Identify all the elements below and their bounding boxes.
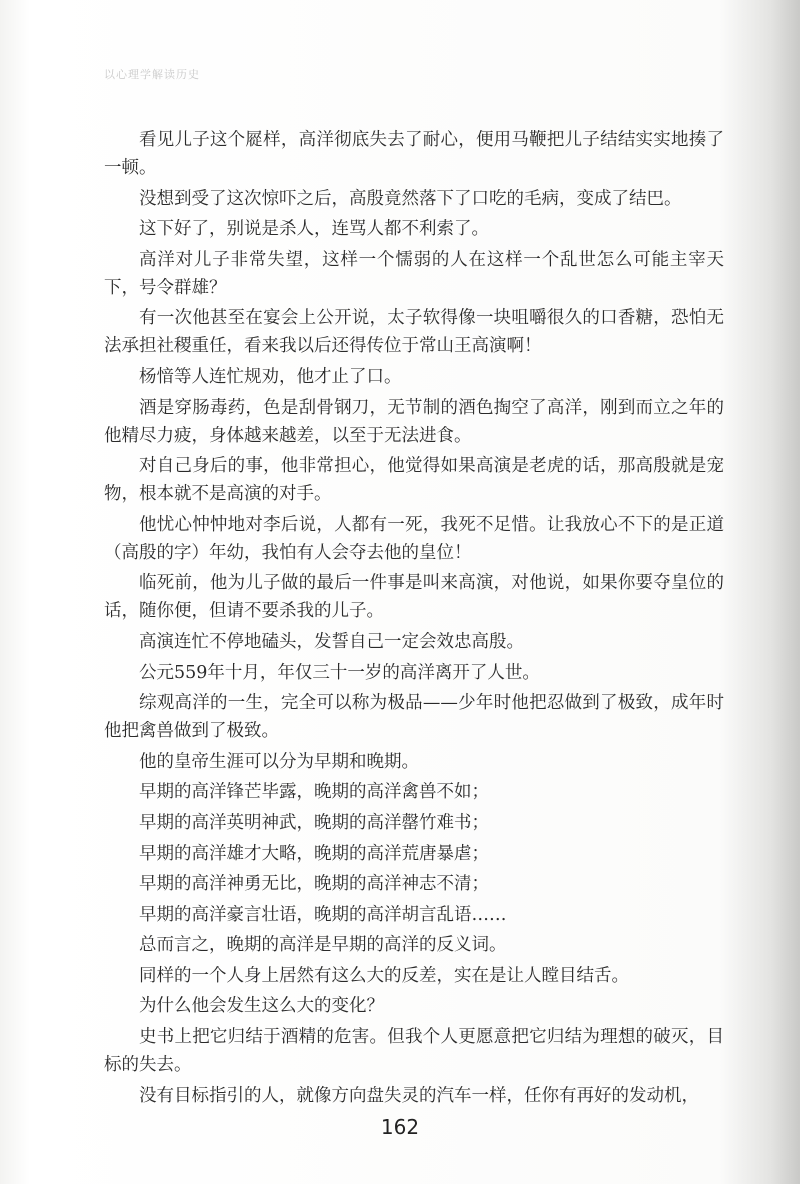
paragraph: 总而言之，晚期的高洋是早期的高洋的反义词。 [139,935,507,956]
page-number: 162 [380,1115,420,1139]
paragraph: 对自己身后的事，他非常担心，他觉得如果高演是老虎的话，那高殷就是宠物，根本就不是高演的对手。 [104,456,724,505]
paragraph: 临死前，他为儿子做的最后一件事是叫来高演，对他说，如果你要夺皇位的话，随你便，但请不要杀我的儿子。 [104,573,724,622]
paragraph: 综观高洋的一生，完全可以称为极品——少年时他把忍做到了极致，成年时他把禽兽做到了极致。 [104,693,724,742]
paragraph: 早期的高洋豪言壮语，晚期的高洋胡言乱语…… [139,904,507,925]
paragraph: 公元559年十月，年仅三十一岁的高洋离开了人世。 [139,662,540,683]
paragraph: 早期的高洋雄才大略，晚期的高洋荒唐暴虐； [139,843,489,864]
body-text [104,126,724,1110]
paragraph: 为什么他会发生这么大的变化？ [139,996,384,1017]
paragraph: 酒是穿肠毒药，色是刮骨钢刀，无节制的酒色掏空了高洋，刚到而立之年的他精尽力疲，身体越来越差，以至于无法进食。 [104,397,724,446]
paragraph: 早期的高洋英明神武，晚期的高洋罄竹难书； [139,812,489,833]
paragraph: 看见儿子这个㞞样，高洋彻底失去了耐心，便用马鞭把儿子结结实实地揍了一顿。 [104,130,724,178]
running-header: 以心理学解读历史 [104,68,200,81]
paragraph: 杨愔等人连忙规劝，他才止了口。 [139,366,402,387]
paragraph: 这下好了，别说是杀人，连骂人都不利索了。 [139,219,489,240]
paragraph: 他的皇帝生涯可以分为早期和晚期。 [139,751,419,772]
paragraph: 史书上把它归结于酒精的危害。但我个人更愿意把它归结为理想的破灭，目标的失去。 [104,1027,724,1076]
paragraph: 他忧心忡忡地对李后说，人都有一死，我死不足惜。让我放心不下的是正道（高殷的字）年幼，我怕有人会夺去他的皇位！ [104,514,724,563]
paragraph: 没想到受了这次惊吓之后，高殷竟然落下了口吃的毛病，变成了结巴。 [139,188,682,209]
paragraph: 早期的高洋神勇无比，晚期的高洋神志不清； [139,874,489,895]
paragraph: 高洋对儿子非常失望，这样一个懦弱的人在这样一个乱世怎么可能主宰天下，号令群雄？ [104,249,724,298]
paragraph: 高演连忙不停地磕头，发誓自己一定会效忠高殷。 [139,631,524,652]
paragraph: 有一次他甚至在宴会上公开说，太子软得像一块咀嚼很久的口香糖，恐怕无法承担社稷重任，看来我以后还得传位于常山王高演啊！ [104,308,724,357]
paragraph: 早期的高洋锋芒毕露，晚期的高洋禽兽不如； [139,782,489,803]
paragraph: 同样的一个人身上居然有这么大的反差，实在是让人瞠目结舌。 [139,965,629,986]
paragraph: 没有目标指引的人，就像方向盘失灵的汽车一样，任你有再好的发动机， [139,1085,699,1106]
